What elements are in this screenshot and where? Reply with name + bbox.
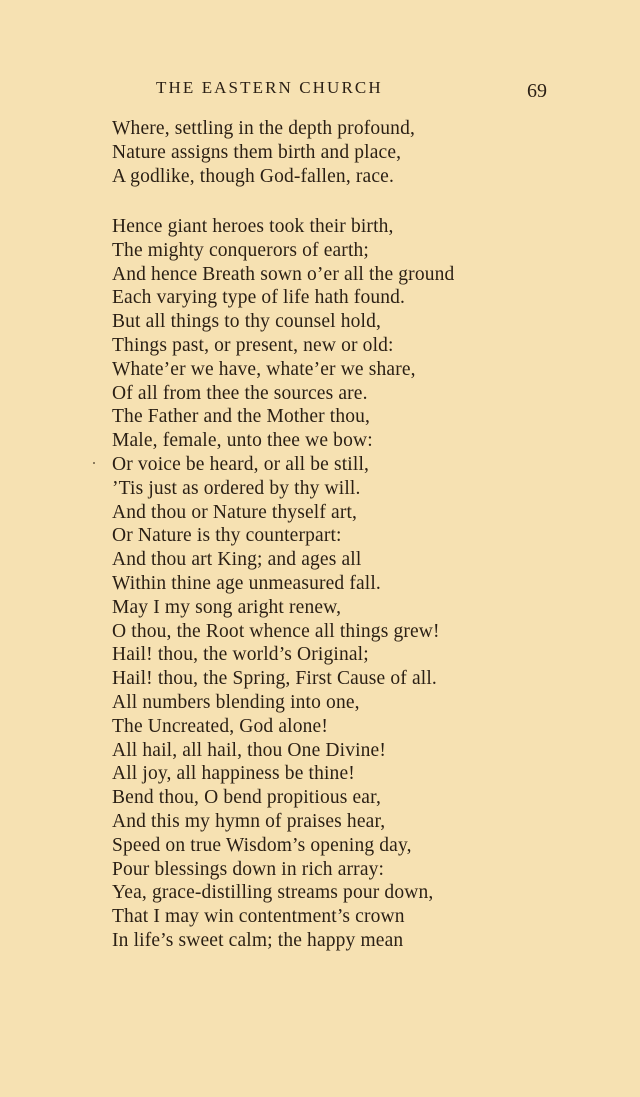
verse-line: Each varying type of life hath found. [112,287,406,309]
verse-line: O thou, the Root whence all things grew! [112,620,440,642]
verse-line: All hail, all hail, thou One Divine! [112,739,387,761]
verse-line: Whate’er we have, whate’er we share, [112,358,416,380]
verse-line: Hail! thou, the world’s Original; [112,644,369,666]
verse-line: In life’s sweet calm; the happy mean [112,929,404,951]
running-head-title: THE EASTERN CHURCH [156,78,383,97]
verse-line: Speed on true Wisdom’s opening day, [112,834,412,856]
verse-line: Male, female, unto thee we bow: [112,430,373,452]
verse-line: And this my hymn of praises hear, [112,810,386,832]
stanza-1 [112,117,415,188]
verse-line: Bend thou, O bend propitious ear, [112,787,381,809]
verse-line: Hail! thou, the Spring, First Cause of all. [112,668,437,690]
verse-line: Hence giant heroes took their birth, [112,216,394,237]
stanza-2 [112,215,454,953]
verse-line: Nature assigns them birth and place, [112,141,402,163]
verse-line: And thou or Nature thyself art, [112,501,358,523]
verse-line: Where, settling in the depth profound, [112,118,415,139]
verse-line: And thou art King; and ages all [112,549,362,571]
verse-line: But all things to thy counsel hold, [112,311,382,333]
verse-line: ’Tis just as ordered by thy will. [112,477,361,499]
verse-line: All numbers blending into one, [112,691,360,713]
verse-line: And hence Breath sown o’er all the ground [112,263,455,285]
verse-line: May I my song aright renew, [112,596,342,618]
verse-line: Pour blessings down in rich array: [112,858,385,880]
verse-line: Of all from thee the sources are. [112,382,368,404]
verse-line: Or voice be heard, or all be still, [112,453,370,475]
print-speck [93,462,95,464]
verse-line: All joy, all happiness be thine! [112,763,355,785]
verse-line: The Father and the Mother thou, [112,406,371,428]
verse-line: Things past, or present, new or old: [112,334,394,356]
verse-line: Or Nature is thy counterpart: [112,525,342,547]
verse-line: The Uncreated, God alone! [112,715,328,737]
running-head [0,78,640,102]
verse-line: The mighty conquerors of earth; [112,239,369,261]
page-number: 69 [527,80,547,102]
verse-line: Yea, grace-distilling streams pour down, [112,882,434,904]
verse-line: That I may win contentment’s crown [112,906,405,928]
verse-line: A godlike, though God-fallen, race. [112,165,394,187]
verse-line: Within thine age unmeasured fall. [112,572,381,594]
